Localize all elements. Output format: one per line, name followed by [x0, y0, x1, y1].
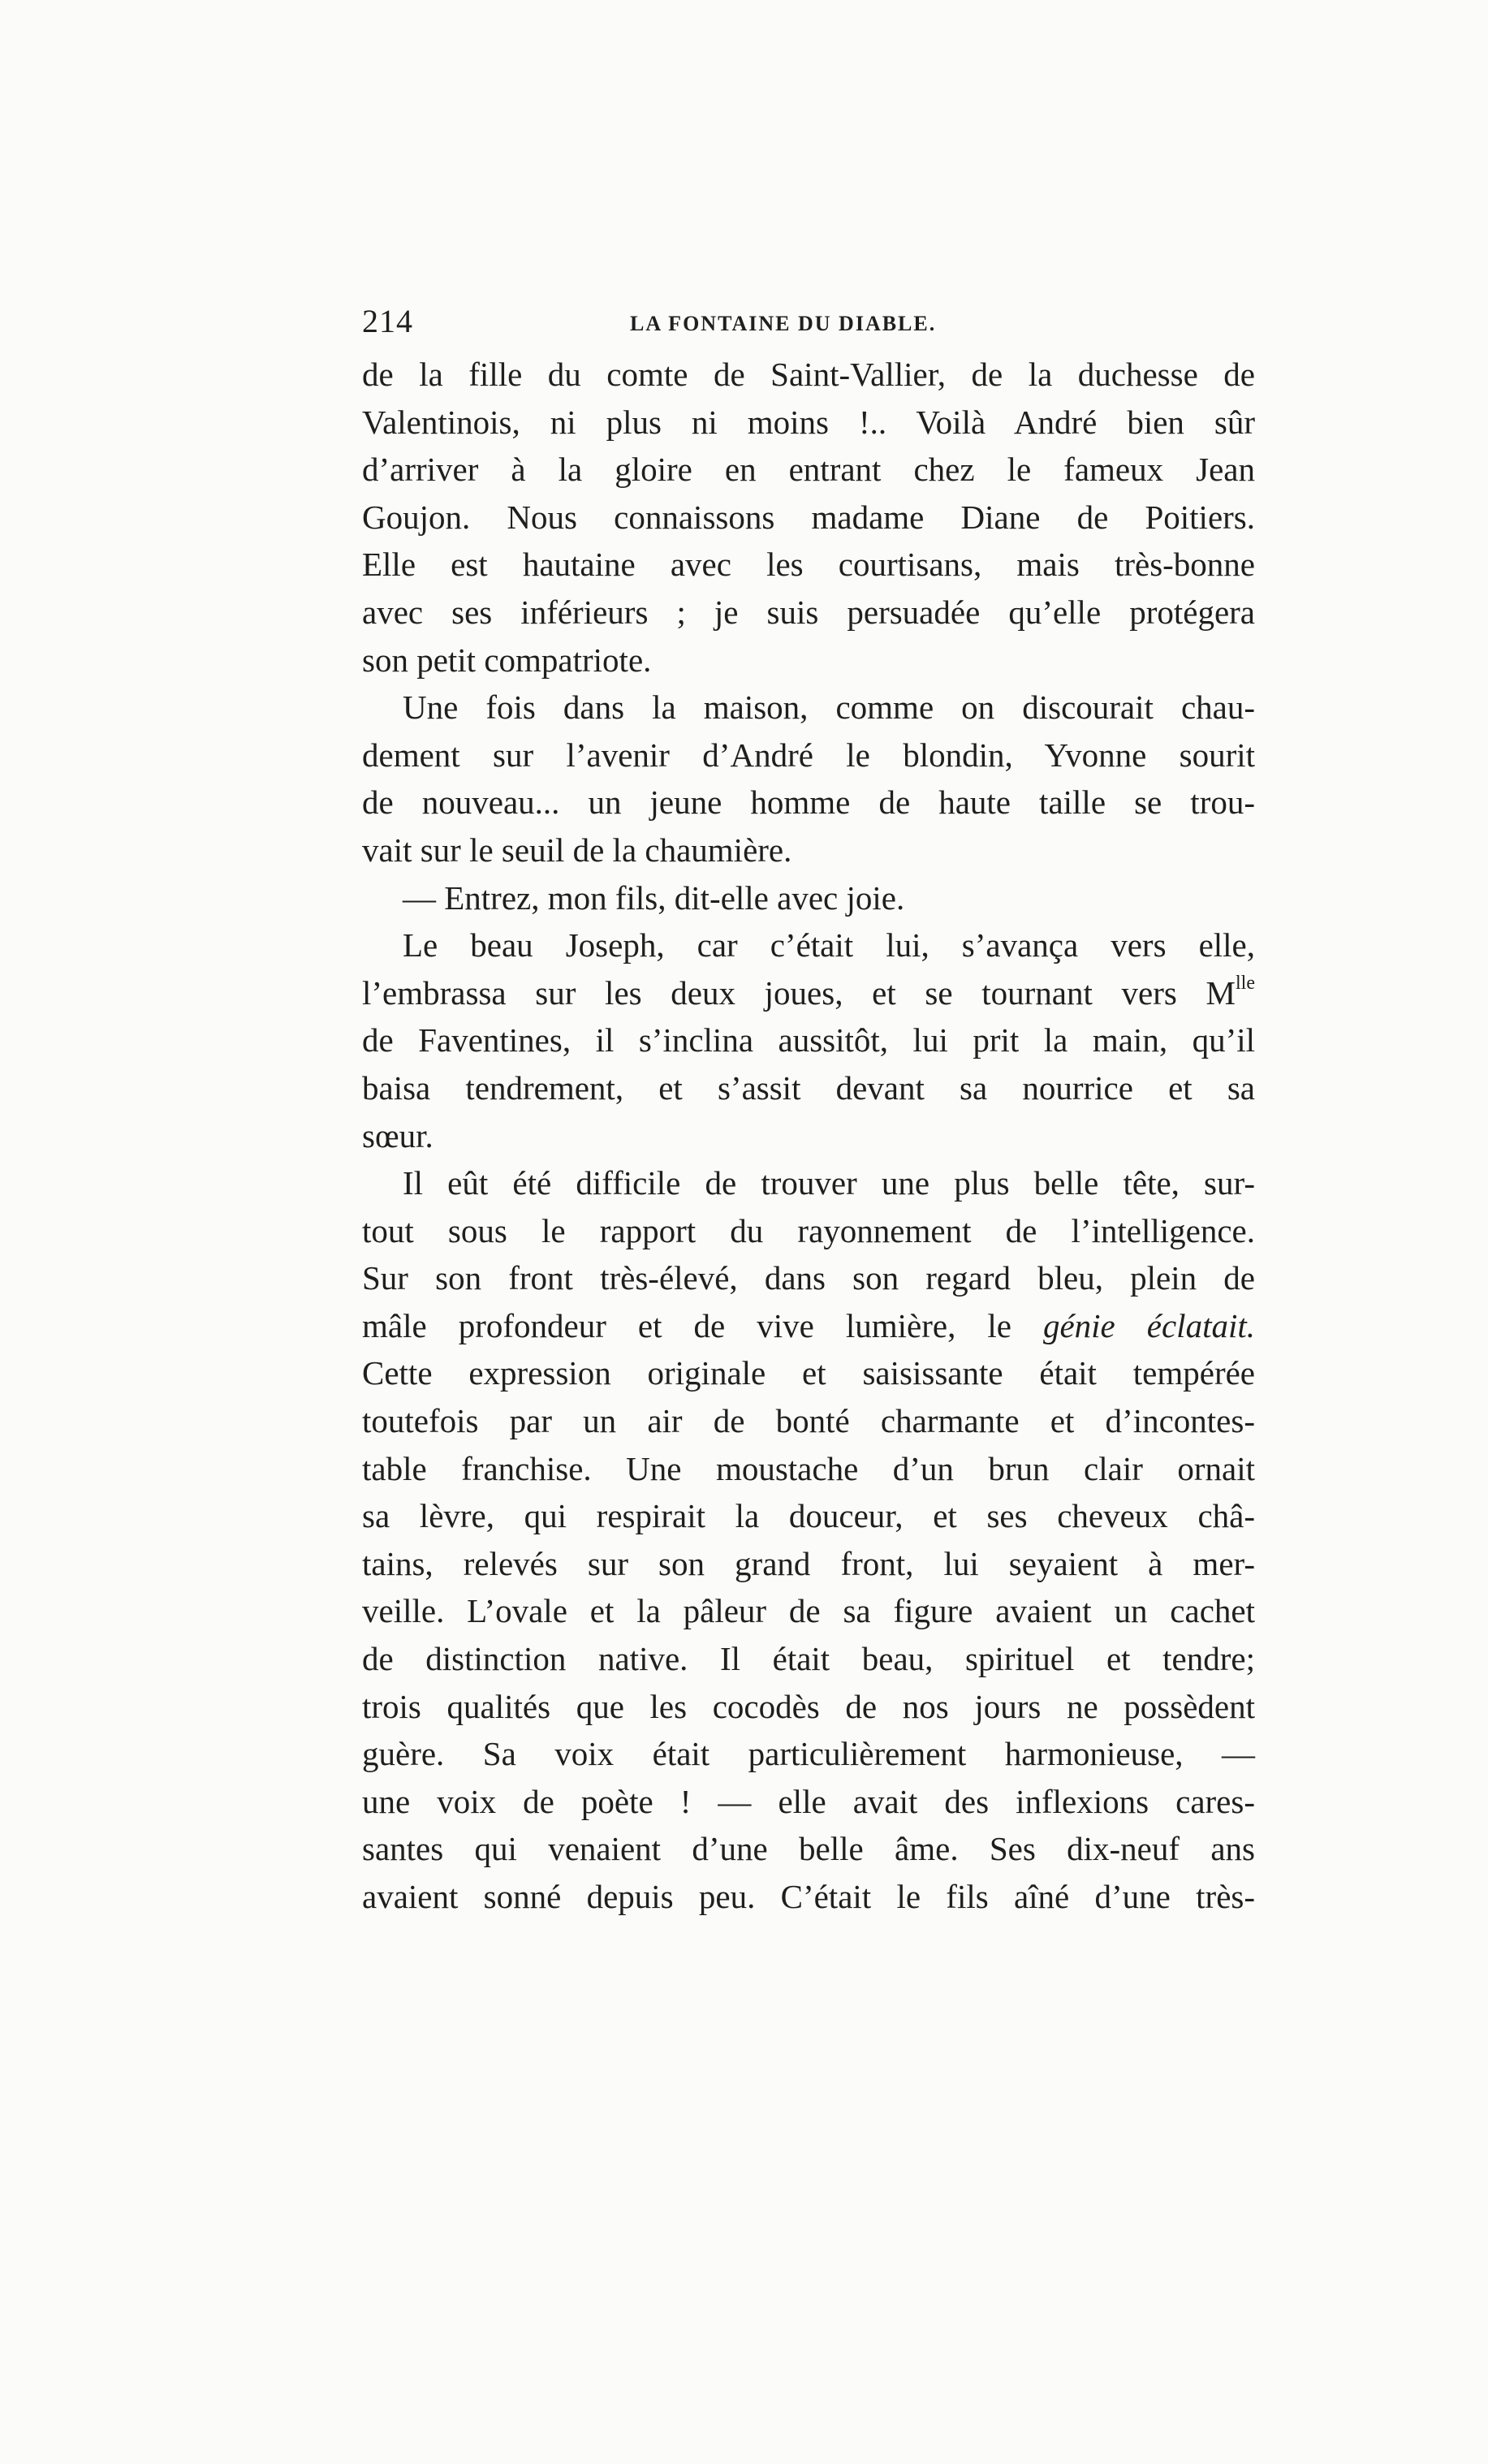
text-line: Valentinois, ni plus ni moins !.. Voilà André bien sûr — [362, 403, 1255, 441]
text-line: de distinction native. Il était beau, spirituel et tendre; — [362, 1640, 1255, 1678]
text-line: de Faventines, il s’inclina aussitôt, lui prit la main, qu’il — [362, 1021, 1255, 1059]
text-line: toutefois par un air de bonté charmante et d’incontes- — [362, 1402, 1255, 1440]
text-line: vait sur le seuil de la chaumière. — [362, 831, 792, 869]
text-line: d’arriver à la gloire en entrant chez le fameux Jean — [362, 451, 1255, 489]
text-line: santes qui venaient d’une belle âme. Ses dix-neuf ans — [362, 1830, 1255, 1868]
text-line: de nouveau... un jeune homme de haute taille se trou- — [362, 783, 1255, 822]
text-line: baisa tendrement, et s’assit devant sa nourrice et sa — [362, 1068, 1255, 1107]
page-header — [362, 302, 1255, 351]
text-line-with-italic — [362, 1302, 1255, 1350]
text-line: dement sur l’avenir d’André le blondin, Yvonne sourit — [362, 736, 1255, 774]
running-title: LA FONTAINE DU DIABLE. — [630, 312, 937, 335]
text-line: — Entrez, mon fils, dit-elle avec joie. — [403, 878, 905, 917]
italic-phrase: génie éclatait. — [1042, 1306, 1255, 1344]
text-line: avaient sonné depuis peu. C’était le fils aîné d’une très- — [362, 1878, 1255, 1915]
body-text — [362, 351, 1255, 1921]
text-line: tout sous le rapport du rayonnement de l’intelligence. — [362, 1211, 1255, 1249]
text-line: Une fois dans la maison, comme on discourait chau- — [403, 688, 1255, 727]
text-line: Il eût été difficile de trouver une plus belle tête, sur- — [403, 1164, 1255, 1202]
text-line: table franchise. Une moustache d’un brun clair ornait — [362, 1449, 1255, 1487]
text-line: Le beau Joseph, car c’était lui, s’avança vers elle, — [403, 926, 1255, 964]
page-number: 214 — [362, 303, 413, 339]
line-text: l’embrassa sur les deux joues, et se tournant vers M — [362, 973, 1236, 1012]
text-line: avec ses inférieurs ; je suis persuadée qu’elle protégera — [362, 593, 1255, 631]
text-line: tains, relevés sur son grand front, lui seyaient à mer- — [362, 1544, 1255, 1582]
text-line: Goujon. Nous connaissons madame Diane de Poitiers. — [362, 498, 1255, 536]
text-line: Sur son front très-élevé, dans son regard bleu, plein de — [362, 1259, 1255, 1297]
text-line-with-superscript — [362, 969, 1255, 1017]
text-line: guère. Sa voix était particulièrement harmonieuse, — — [362, 1735, 1255, 1773]
line-text: mâle profondeur et de vive lumière, le — [362, 1306, 1043, 1344]
text-line: Cette expression originale et saisissante était tempérée — [362, 1354, 1255, 1392]
text-line: son petit compatriote. — [362, 641, 652, 679]
text-line: de la fille du comte de Saint-Vallier, de la duchesse de — [362, 356, 1255, 393]
text-line: trois qualités que les cocodès de nos jours ne possèdent — [362, 1687, 1255, 1725]
text-line: Elle est hautaine avec les courtisans, mais très-bonne — [362, 546, 1255, 584]
text-line: sa lèvre, qui respirait la douceur, et ses cheveux châ- — [362, 1497, 1255, 1535]
text-line: une voix de poète ! — elle avait des inflexions cares- — [362, 1782, 1255, 1820]
text-line: sœur. — [362, 1116, 433, 1154]
superscript-text: lle — [1236, 973, 1255, 995]
text-line: veille. L’ovale et la pâleur de sa figure avaient un cachet — [362, 1592, 1255, 1630]
